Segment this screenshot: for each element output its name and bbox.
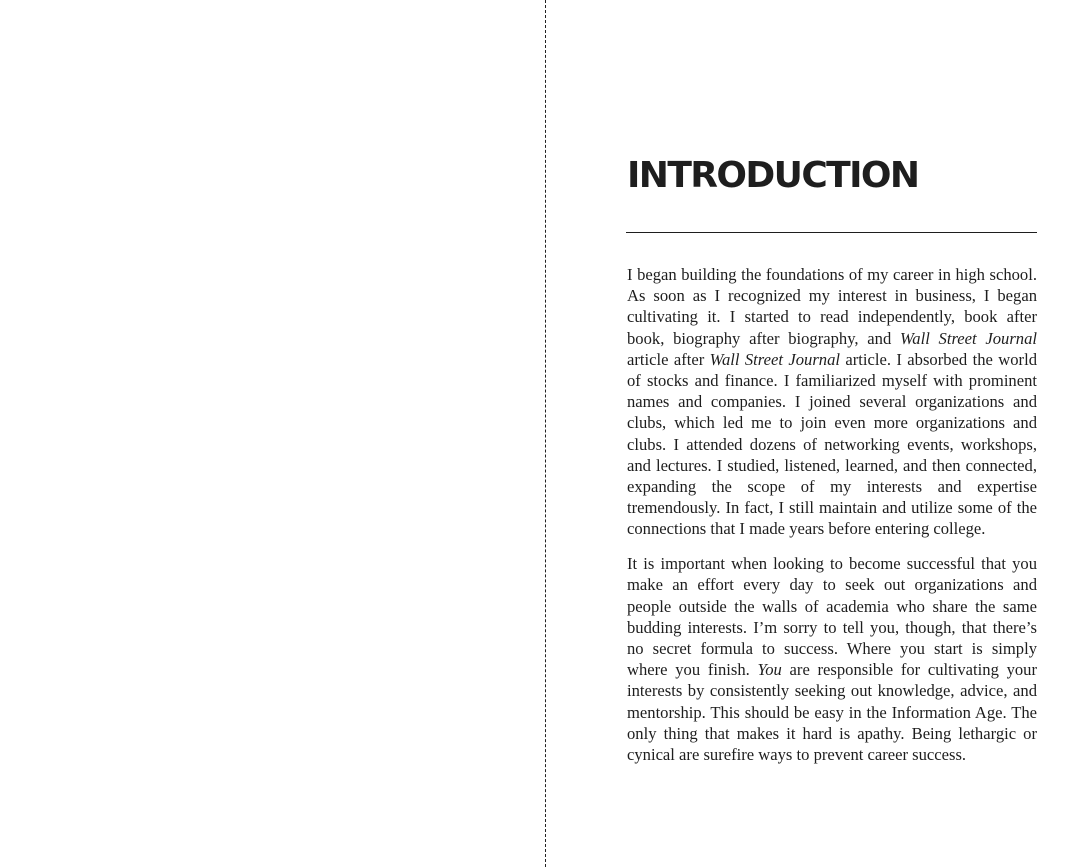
journal-title-italic: Wall Street Journal <box>900 328 1037 348</box>
right-page <box>547 0 1086 867</box>
paragraph-text: article. I absorbed the world of stocks and finance. I familiarized myself with prominent names and companies. I joined several organizations and clubs, which led me to join even more organizations and clubs. I attended dozens of networking events, workshops, and lectures. I studied, listened, learned, and then connected, expanding the scope of my interests and expertise tremendously. In fact, I still maintain and utilize some of the connections that I made years before entering college. <box>627 349 1037 539</box>
journal-title-italic: Wall Street Journal <box>709 349 840 369</box>
paragraph-text: article after <box>627 349 710 369</box>
paragraph-2 <box>627 553 1037 765</box>
chapter-title: INTRODUCTION <box>627 155 919 196</box>
paragraph-text: are responsible for cultivating your interests by consistently seeking out knowledge, advice, and mentorship. This should be easy in the Information Age. The only thing that makes it hard is apathy. Being lethargic or cynical are surefire ways to prevent career success. <box>627 660 1037 764</box>
body-text <box>627 264 1037 779</box>
paragraph-text: I began building the foundations of my career in high school. As soon as I recognized my interest in business, I began cultivating it. I started to read independently, book after book, biography after biography, and <box>627 265 1037 348</box>
emphasis-italic: You <box>757 660 782 680</box>
page-divider-dashed <box>545 0 546 867</box>
title-rule <box>626 232 1037 233</box>
paragraph-1 <box>627 264 1037 540</box>
paragraph-text: It is important when looking to become successful that you make an effort every day to seek out organizations and people outside the walls of academia who share the same budding interests. I’m sorry to tell you, though, that there’s no secret formula to success. Where you start is simply where you finish. <box>627 554 1037 680</box>
